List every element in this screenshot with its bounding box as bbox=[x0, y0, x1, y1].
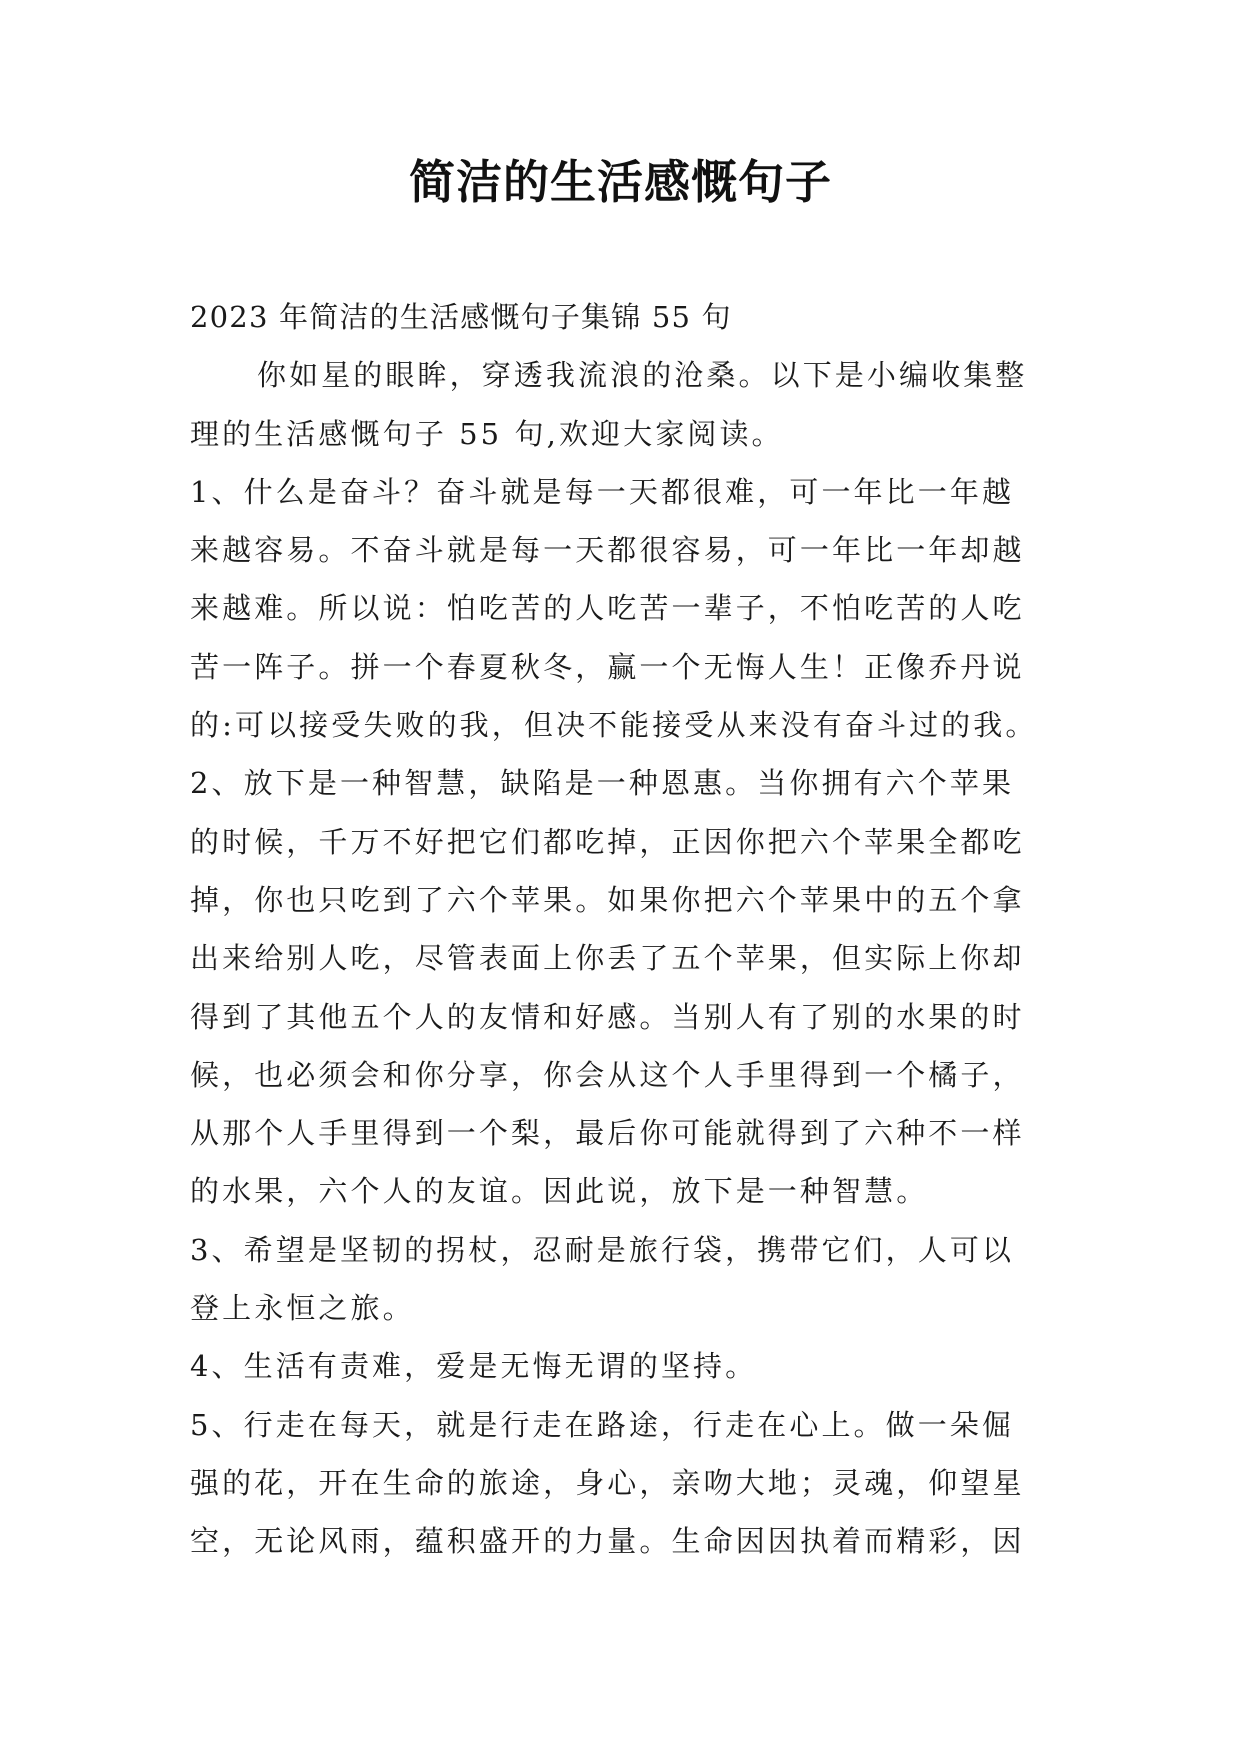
subtitle-line: 2023 年简洁的生活感慨句子集锦 55 句 bbox=[190, 300, 732, 334]
paragraph-line: 的:可以接受失败的我，但决不能接受从来没有奋斗过的我。 bbox=[190, 708, 1038, 743]
paragraph-line: 从那个人手里得到一个梨，最后你可能就得到了六种不一样 bbox=[190, 1116, 1025, 1151]
paragraph-line: 来越难。所以说：怕吃苦的人吃苦一辈子，不怕吃苦的人吃 bbox=[190, 591, 1025, 626]
paragraph-line: 登上永恒之旅。 bbox=[190, 1291, 415, 1326]
paragraph-line: 来越容易。不奋斗就是每一天都很容易，可一年比一年却越 bbox=[190, 533, 1025, 568]
paragraph-line: 苦一阵子。拼一个春夏秋冬，赢一个无悔人生！正像乔丹说 bbox=[190, 649, 1025, 684]
paragraph-line: 3、希望是坚韧的拐杖，忍耐是旅行袋，携带它们，人可以 bbox=[190, 1232, 1015, 1267]
paragraph-line: 的水果，六个人的友谊。因此说，放下是一种智慧。 bbox=[190, 1174, 929, 1209]
document-body bbox=[190, 288, 1050, 1571]
paragraph-line: 候，也必须会和你分享，你会从这个人手里得到一个橘子， bbox=[190, 1057, 1025, 1092]
paragraph-line: 掉，你也只吃到了六个苹果。如果你把六个苹果中的五个拿 bbox=[190, 882, 1025, 917]
paragraph-line: 4、生活有责难，爱是无悔无谓的坚持。 bbox=[190, 1349, 758, 1384]
paragraph-line: 1、什么是奋斗？奋斗就是每一天都很难，可一年比一年越 bbox=[190, 474, 1015, 509]
paragraph-line: 5、行走在每天，就是行走在路途，行走在心上。做一朵倔 bbox=[190, 1407, 1015, 1442]
paragraph-line: 得到了其他五个人的友情和好感。当别人有了别的水果的时 bbox=[190, 999, 1025, 1034]
paragraph-line: 2、放下是一种智慧，缺陷是一种恩惠。当你拥有六个苹果 bbox=[190, 766, 1015, 801]
paragraph-line: 空，无论风雨，蕴积盛开的力量。生命因因执着而精彩，因 bbox=[190, 1524, 1025, 1559]
intro-line: 你如星的眼眸，穿透我流浪的沧桑。以下是小编收集整 bbox=[257, 358, 1028, 393]
intro-line: 理的生活感慨句子 55 句,欢迎大家阅读。 bbox=[190, 416, 784, 451]
document-title: 简洁的生活感慨句子 bbox=[409, 155, 832, 209]
paragraph-line: 的时候，千万不好把它们都吃掉，正因你把六个苹果全都吃 bbox=[190, 824, 1025, 859]
paragraph-line: 出来给别人吃，尽管表面上你丢了五个苹果，但实际上你却 bbox=[190, 941, 1025, 976]
paragraph-line: 强的花，开在生命的旅途，身心，亲吻大地；灵魂，仰望星 bbox=[190, 1465, 1025, 1500]
